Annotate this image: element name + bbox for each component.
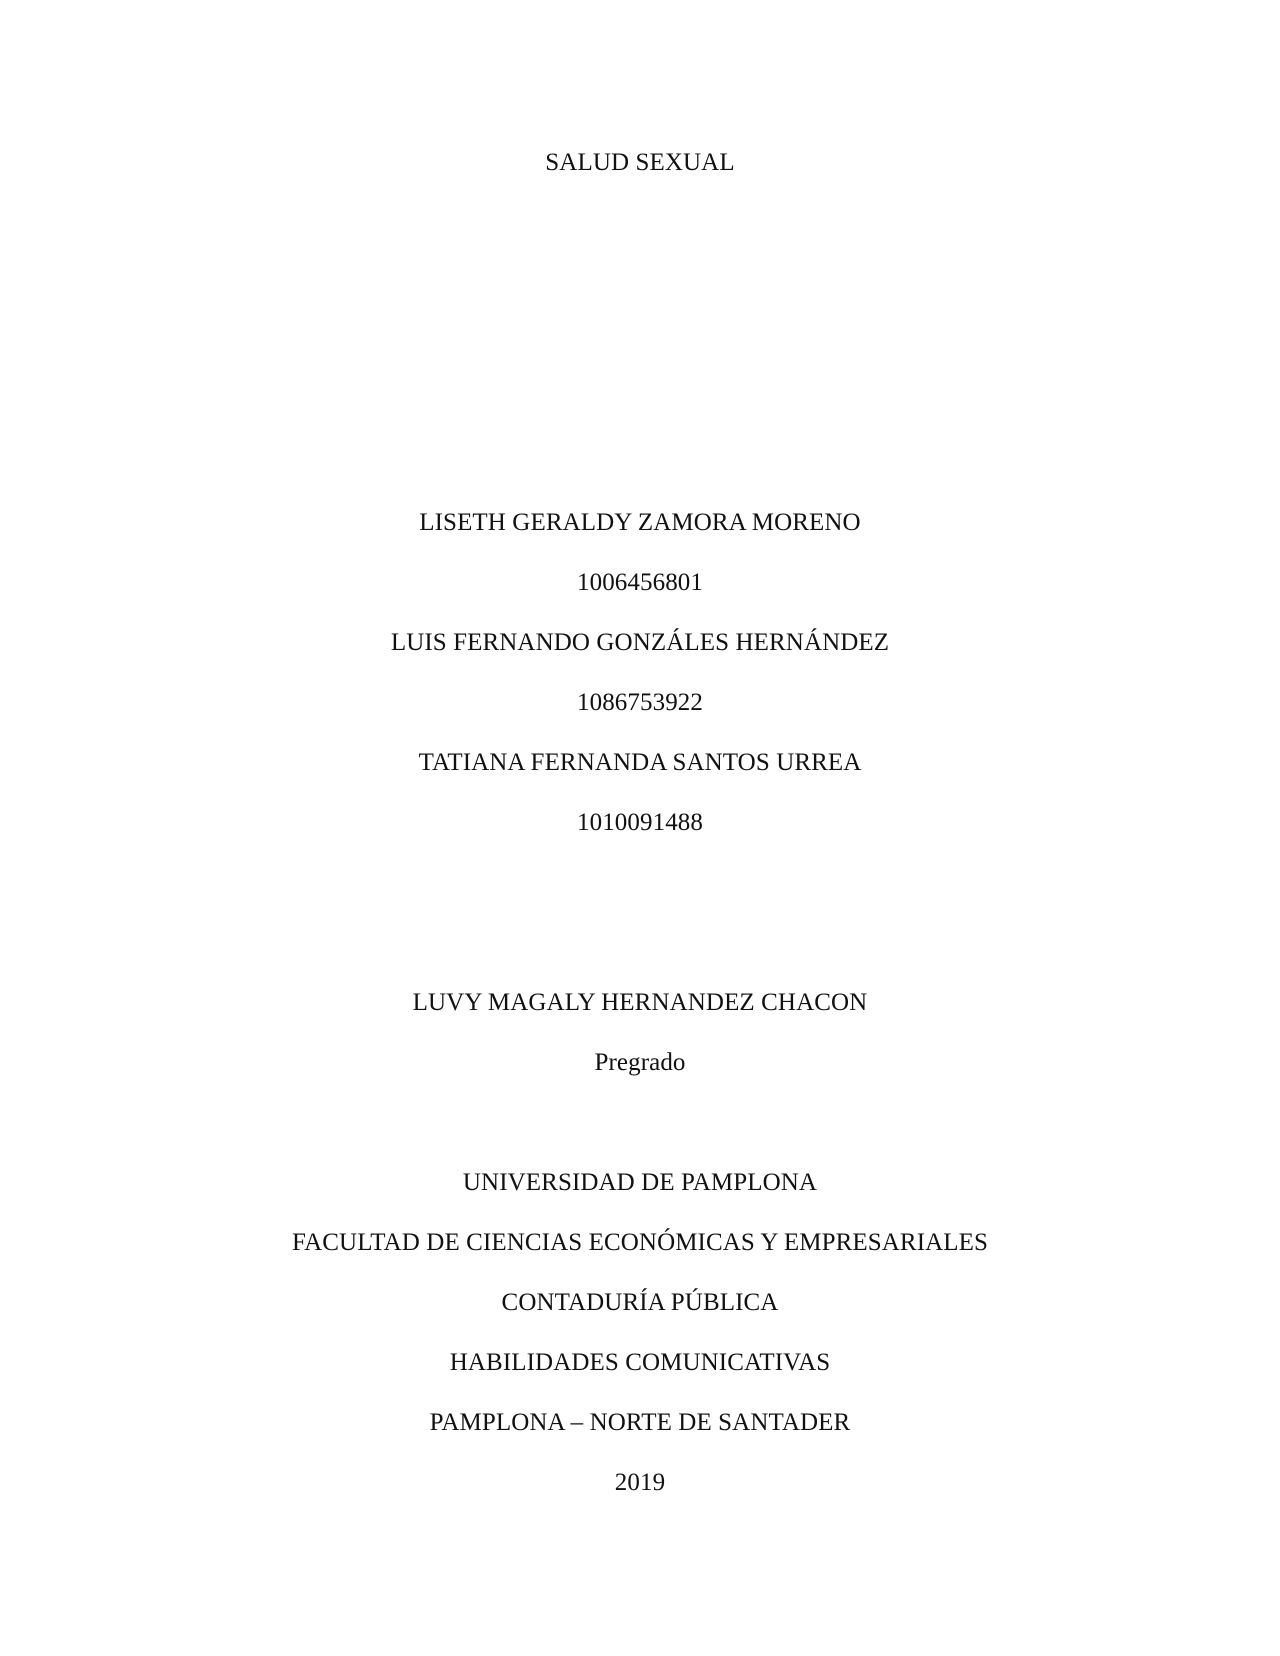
document-title: SALUD SEXUAL — [545, 149, 735, 176]
faculty-name: FACULTAD DE CIENCIAS ECONÓMICAS Y EMPRESARIALES — [291, 1229, 989, 1256]
university-name: UNIVERSIDAD DE PAMPLONA — [462, 1169, 818, 1196]
author-name-1: LISETH GERALDY ZAMORA MORENO — [419, 509, 861, 536]
author-id-3: 1010091488 — [577, 809, 703, 836]
year: 2019 — [614, 1469, 666, 1496]
course-name: HABILIDADES COMUNICATIVAS — [449, 1349, 831, 1376]
instructor-name: LUVY MAGALY HERNANDEZ CHACON — [412, 989, 868, 1016]
author-name-3: TATIANA FERNANDA SANTOS URREA — [418, 749, 862, 776]
location: PAMPLONA – NORTE DE SANTADER — [429, 1409, 851, 1436]
author-id-2: 1086753922 — [577, 689, 703, 716]
program-name: CONTADURÍA PÚBLICA — [501, 1289, 779, 1316]
author-name-2: LUIS FERNANDO GONZÁLES HERNÁNDEZ — [390, 629, 890, 656]
academic-level: Pregrado — [594, 1049, 686, 1076]
author-id-1: 1006456801 — [577, 569, 703, 596]
